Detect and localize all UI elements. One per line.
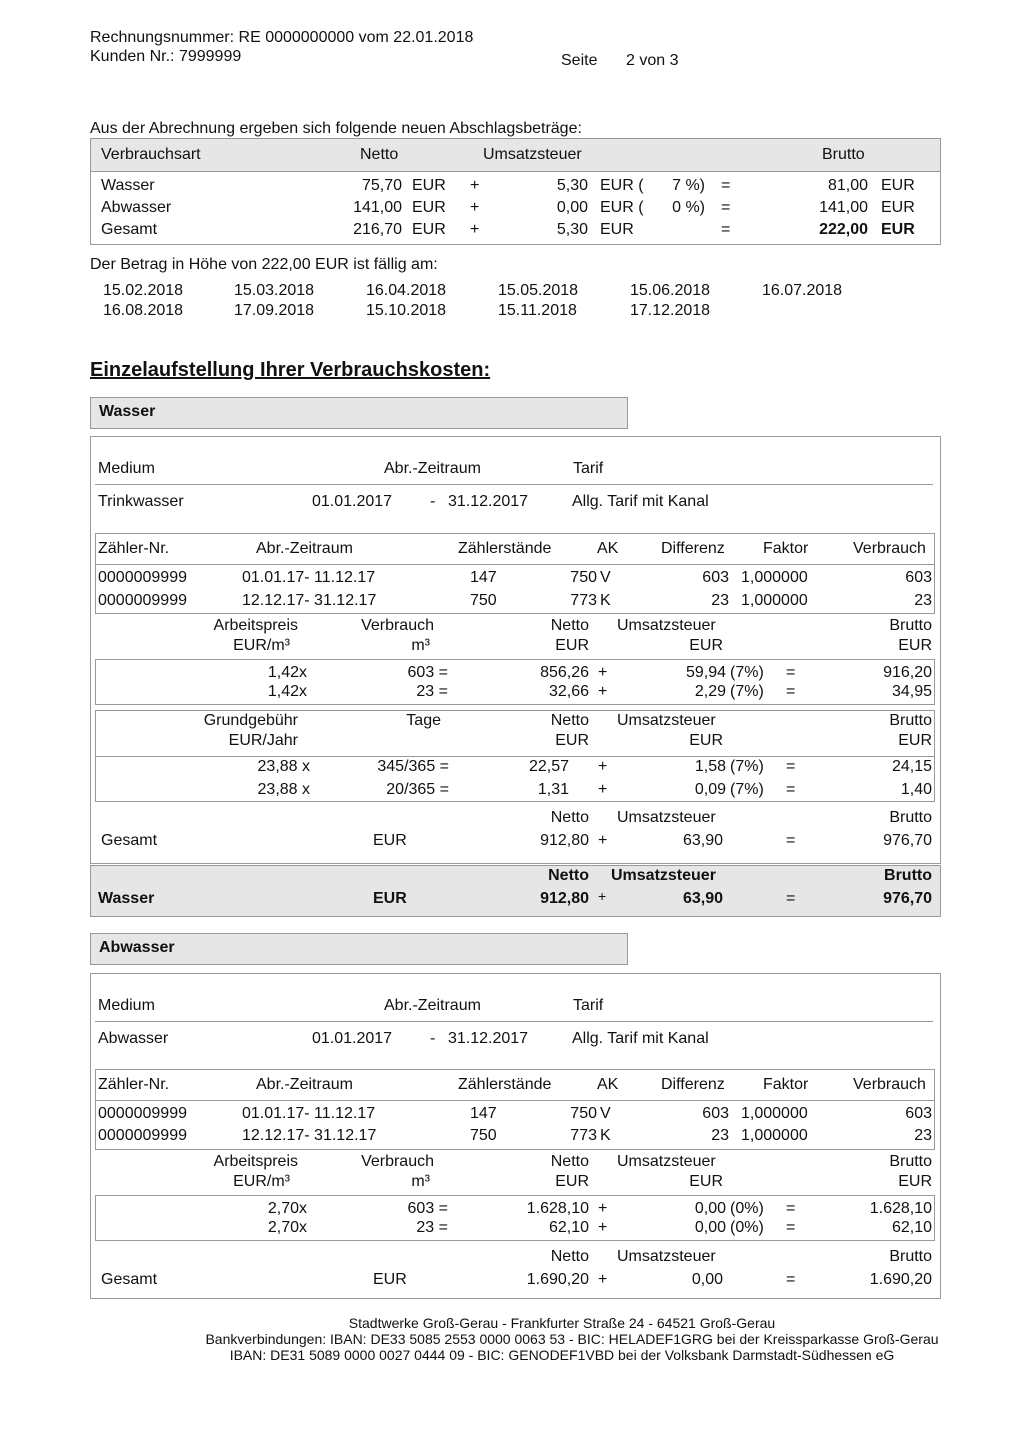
base-eq: = xyxy=(786,781,796,798)
meter-factor: 1,000000 xyxy=(741,569,808,586)
work-head-vat: Umsatzsteuer xyxy=(617,617,716,634)
row-net: 216,70 xyxy=(353,221,402,238)
tariff-head: Tarif xyxy=(573,997,604,1014)
meter-ak: V xyxy=(600,569,611,586)
total-eq: = xyxy=(786,1271,796,1288)
work-head-price-unit: EUR/m³ xyxy=(233,637,290,654)
work-plus: + xyxy=(598,683,608,700)
work-gross: 62,10 xyxy=(891,1219,932,1236)
row-type: Abwasser xyxy=(101,199,172,216)
grand-net: 912,80 xyxy=(540,890,589,907)
base-plus: + xyxy=(598,758,608,775)
meter-head-usage: Verbrauch xyxy=(853,1076,926,1093)
total-net: 1.690,20 xyxy=(526,1271,589,1288)
grand-eq: = xyxy=(786,890,796,907)
meter-reading-end: 773 xyxy=(570,1127,597,1144)
row-net: 141,00 xyxy=(353,199,402,216)
base-gross: 24,15 xyxy=(891,758,932,775)
base-head-price-unit: EUR/Jahr xyxy=(228,732,298,749)
work-price: 1,42x xyxy=(267,664,307,681)
grand-head-gross: Brutto xyxy=(884,867,932,884)
meter-head-readings: Zählerstände xyxy=(458,540,552,557)
grand-currency: EUR xyxy=(373,890,407,907)
meter-head-readings: Zählerstände xyxy=(458,1076,552,1093)
base-head-price: Grundgebühr xyxy=(203,712,298,729)
due-date: 16.04.2018 xyxy=(366,282,447,299)
base-head-gross-unit: EUR xyxy=(898,732,932,749)
work-vat: 0,00 xyxy=(694,1200,726,1217)
total-gross: 1.690,20 xyxy=(869,1271,932,1288)
footer-bank-1: Bankverbindungen: IBAN: DE33 5085 2553 0000 0063 53 - BIC: HELADEF1GRG bei der Kreissparkasse Groß-Gerau xyxy=(205,1331,939,1347)
base-head-net: Netto xyxy=(550,712,589,729)
meter-diff: 603 xyxy=(702,569,729,586)
row-pct: 7 %) xyxy=(672,177,705,194)
meter-ak: K xyxy=(600,1127,611,1144)
row-eq: = xyxy=(721,199,731,216)
period-dash: - xyxy=(430,1030,436,1047)
work-head-gross-unit: EUR xyxy=(898,637,932,654)
row-type: Wasser xyxy=(101,177,155,194)
work-head-gross: Brutto xyxy=(889,617,932,634)
row-cur: EUR xyxy=(412,199,446,216)
meter-reading-end: 750 xyxy=(570,1105,597,1122)
grand-head-vat: Umsatzsteuer xyxy=(611,867,716,884)
meter-reading-end: 773 xyxy=(570,592,597,609)
row-gross: 81,00 xyxy=(827,177,868,194)
invoice-number: Rechnungsnummer: RE 0000000000 vom 22.01.2018 xyxy=(90,29,474,46)
base-head-days: Tage xyxy=(406,712,441,729)
meter-head-factor: Faktor xyxy=(763,1076,809,1093)
base-net: 22,57 xyxy=(528,758,569,775)
work-pct: (0%) xyxy=(730,1219,764,1236)
due-date: 15.06.2018 xyxy=(630,282,711,299)
meter-period: 01.01.17- 11.12.17 xyxy=(242,1105,376,1122)
row-plus: + xyxy=(470,221,480,238)
meter-head-ak: AK xyxy=(597,540,619,557)
section-title: Abwasser xyxy=(99,939,175,956)
work-price: 2,70x xyxy=(267,1200,307,1217)
total-head-vat: Umsatzsteuer xyxy=(617,809,716,826)
base-price: 23,88 x xyxy=(257,758,310,775)
work-head-gross: Brutto xyxy=(889,1153,932,1170)
meter-reading-start: 147 xyxy=(470,569,497,586)
base-days: 345/365 = xyxy=(377,758,449,775)
row-cur: EUR ( xyxy=(600,199,644,216)
meter-usage: 23 xyxy=(914,1127,932,1144)
base-head-gross: Brutto xyxy=(889,712,932,729)
work-qty: 603 = xyxy=(407,664,448,681)
due-date: 15.02.2018 xyxy=(103,282,184,299)
row-cur: EUR ( xyxy=(600,177,644,194)
work-head-usage: Verbrauch xyxy=(361,1153,434,1170)
meter-head-usage: Verbrauch xyxy=(853,540,926,557)
row-net: 75,70 xyxy=(361,177,402,194)
summary-col-vat: Umsatzsteuer xyxy=(483,146,582,163)
row-vat: 5,30 xyxy=(556,221,588,238)
row-gross: 141,00 xyxy=(819,199,868,216)
row-type: Gesamt xyxy=(101,221,158,238)
meter-diff: 23 xyxy=(711,592,729,609)
meter-reading-start: 147 xyxy=(470,1105,497,1122)
divider xyxy=(95,1021,933,1022)
meter-reading-start: 750 xyxy=(470,592,497,609)
work-head-net-unit: EUR xyxy=(555,637,589,654)
divider xyxy=(95,564,935,565)
due-date: 17.12.2018 xyxy=(630,302,711,319)
due-text: Der Betrag in Höhe von 222,00 EUR ist fällig am: xyxy=(90,256,438,273)
row-pct: 0 %) xyxy=(672,199,705,216)
period-dash: - xyxy=(430,493,436,510)
work-vat: 59,94 xyxy=(685,664,726,681)
footer-address: Stadtwerke Groß-Gerau - Frankfurter Straße 24 - 64521 Groß-Gerau xyxy=(348,1315,776,1331)
detail-title: Einzelaufstellung Ihrer Verbrauchskosten: xyxy=(90,359,491,381)
meter-nr: 0000009999 xyxy=(98,592,187,609)
grand-head-net: Netto xyxy=(548,867,589,884)
work-net: 856,26 xyxy=(540,664,589,681)
row-cur: EUR xyxy=(412,221,446,238)
row-vat: 0,00 xyxy=(556,199,588,216)
medium-head: Medium xyxy=(98,460,155,477)
work-price: 1,42x xyxy=(267,683,307,700)
period-head: Abr.-Zeitraum xyxy=(384,997,481,1014)
due-date: 16.07.2018 xyxy=(762,282,843,299)
work-head-gross-unit: EUR xyxy=(898,1173,932,1190)
meter-nr: 0000009999 xyxy=(98,1127,187,1144)
divider xyxy=(95,1100,935,1101)
total-vat: 63,90 xyxy=(682,832,723,849)
total-head-gross: Brutto xyxy=(889,1248,932,1265)
summary-col-gross: Brutto xyxy=(822,146,865,163)
work-gross: 34,95 xyxy=(891,683,932,700)
total-head-net: Netto xyxy=(550,809,589,826)
meter-period: 12.12.17- 31.12.17 xyxy=(242,592,377,609)
due-date: 16.08.2018 xyxy=(103,302,184,319)
meter-head-ak: AK xyxy=(597,1076,619,1093)
medium-value: Abwasser xyxy=(98,1030,169,1047)
total-eq: = xyxy=(786,832,796,849)
work-head-vat-unit: EUR xyxy=(689,1173,723,1190)
page-label: Seite xyxy=(561,52,598,69)
total-plus: + xyxy=(598,832,608,849)
base-price: 23,88 x xyxy=(257,781,310,798)
meter-reading-start: 750 xyxy=(470,1127,497,1144)
tariff-head: Tarif xyxy=(573,460,604,477)
meter-factor: 1,000000 xyxy=(741,592,808,609)
row-plus: + xyxy=(470,177,480,194)
customer-number: Kunden Nr.: 7999999 xyxy=(90,48,242,65)
row-cur: EUR xyxy=(412,177,446,194)
work-pct: (7%) xyxy=(730,683,764,700)
total-currency: EUR xyxy=(373,832,407,849)
work-head-price: Arbeitspreis xyxy=(213,1153,298,1170)
row-cur: EUR xyxy=(600,221,634,238)
base-days: 20/365 = xyxy=(386,781,449,798)
total-net: 912,80 xyxy=(540,832,589,849)
work-head-net: Netto xyxy=(550,1153,589,1170)
total-head-vat: Umsatzsteuer xyxy=(617,1248,716,1265)
meter-usage: 603 xyxy=(905,1105,932,1122)
row-eq: = xyxy=(721,177,731,194)
row-eq: = xyxy=(721,221,731,238)
work-plus: + xyxy=(598,664,608,681)
row-gross: 222,00 xyxy=(819,221,868,238)
meter-nr: 0000009999 xyxy=(98,569,187,586)
work-net: 1.628,10 xyxy=(526,1200,589,1217)
meter-nr: 0000009999 xyxy=(98,1105,187,1122)
summary-intro: Aus der Abrechnung ergeben sich folgende neuen Abschlagsbeträge: xyxy=(90,120,582,137)
meter-head-diff: Differenz xyxy=(661,540,725,557)
meter-diff: 603 xyxy=(702,1105,729,1122)
work-eq: = xyxy=(786,1219,796,1236)
work-price: 2,70x xyxy=(267,1219,307,1236)
work-gross: 1.628,10 xyxy=(869,1200,932,1217)
work-net: 62,10 xyxy=(548,1219,589,1236)
grand-label: Wasser xyxy=(98,890,155,907)
work-gross: 916,20 xyxy=(883,664,932,681)
work-head-vat: Umsatzsteuer xyxy=(617,1153,716,1170)
total-head-net: Netto xyxy=(550,1248,589,1265)
meter-reading-end: 750 xyxy=(570,569,597,586)
base-head-net-unit: EUR xyxy=(555,732,589,749)
base-plus: + xyxy=(598,781,608,798)
total-plus: + xyxy=(598,1271,608,1288)
total-label: Gesamt xyxy=(101,832,158,849)
work-eq: = xyxy=(786,664,796,681)
total-label: Gesamt xyxy=(101,1271,158,1288)
base-net: 1,31 xyxy=(537,781,569,798)
base-vat: 0,09 xyxy=(694,781,726,798)
work-head-usage: Verbrauch xyxy=(361,617,434,634)
base-pct: (7%) xyxy=(730,758,764,775)
work-plus: + xyxy=(598,1219,608,1236)
work-qty: 23 = xyxy=(416,683,448,700)
tariff-value: Allg. Tarif mit Kanal xyxy=(572,493,709,510)
work-head-vat-unit: EUR xyxy=(689,637,723,654)
page-number: 2 von 3 xyxy=(626,52,679,69)
meter-head-nr: Zähler-Nr. xyxy=(98,540,170,557)
row-cur: EUR xyxy=(881,221,915,238)
meter-period: 12.12.17- 31.12.17 xyxy=(242,1127,377,1144)
period-to: 31.12.2017 xyxy=(448,1030,529,1047)
base-eq: = xyxy=(786,758,796,775)
work-eq: = xyxy=(786,1200,796,1217)
work-head-price-unit: EUR/m³ xyxy=(233,1173,290,1190)
work-net: 32,66 xyxy=(548,683,589,700)
total-head-gross: Brutto xyxy=(889,809,932,826)
work-vat: 2,29 xyxy=(694,683,726,700)
row-plus: + xyxy=(470,199,480,216)
medium-head: Medium xyxy=(98,997,155,1014)
work-qty: 603 = xyxy=(407,1200,448,1217)
work-vat: 0,00 xyxy=(694,1219,726,1236)
row-vat: 5,30 xyxy=(556,177,588,194)
due-date: 15.11.2018 xyxy=(498,302,577,319)
work-head-usage-unit: m³ xyxy=(411,1173,430,1190)
meter-usage: 23 xyxy=(914,592,932,609)
grand-plus: + xyxy=(598,888,607,904)
base-head-vat-unit: EUR xyxy=(689,732,723,749)
meter-factor: 1,000000 xyxy=(741,1127,808,1144)
meter-usage: 603 xyxy=(905,569,932,586)
meter-head-diff: Differenz xyxy=(661,1076,725,1093)
total-gross: 976,70 xyxy=(883,832,932,849)
work-qty: 23 = xyxy=(416,1219,448,1236)
footer-bank-2: IBAN: DE31 5089 0000 0027 0444 09 - BIC: GENODEF1VBD bei der Volksbank Darmstadt-Südhessen eG xyxy=(229,1347,895,1363)
work-pct: (7%) xyxy=(730,664,764,681)
section-title-box xyxy=(90,397,628,429)
summary-col-net: Netto xyxy=(360,146,399,163)
medium-value: Trinkwasser xyxy=(98,493,184,510)
work-head-usage-unit: m³ xyxy=(411,637,430,654)
base-head-vat: Umsatzsteuer xyxy=(617,712,716,729)
meter-head-factor: Faktor xyxy=(763,540,809,557)
section-title: Wasser xyxy=(99,403,156,420)
period-to: 31.12.2017 xyxy=(448,493,529,510)
meter-head-nr: Zähler-Nr. xyxy=(98,1076,170,1093)
due-date: 15.10.2018 xyxy=(366,302,447,319)
due-date: 15.03.2018 xyxy=(234,282,315,299)
base-gross: 1,40 xyxy=(900,781,932,798)
meter-period: 01.01.17- 11.12.17 xyxy=(242,569,376,586)
meter-ak: V xyxy=(600,1105,611,1122)
tariff-value: Allg. Tarif mit Kanal xyxy=(572,1030,709,1047)
period-head: Abr.-Zeitraum xyxy=(384,460,481,477)
work-pct: (0%) xyxy=(730,1200,764,1217)
work-head-net: Netto xyxy=(550,617,589,634)
work-eq: = xyxy=(786,683,796,700)
row-cur: EUR xyxy=(881,199,915,216)
meter-ak: K xyxy=(600,592,611,609)
work-head-price: Arbeitspreis xyxy=(213,617,298,634)
meter-head-period: Abr.-Zeitraum xyxy=(256,540,353,557)
row-cur: EUR xyxy=(881,177,915,194)
meter-diff: 23 xyxy=(711,1127,729,1144)
grand-gross: 976,70 xyxy=(883,890,932,907)
meter-factor: 1,000000 xyxy=(741,1105,808,1122)
base-vat: 1,58 xyxy=(694,758,726,775)
total-currency: EUR xyxy=(373,1271,407,1288)
due-date: 17.09.2018 xyxy=(234,302,315,319)
summary-col-type: Verbrauchsart xyxy=(101,146,201,163)
total-vat: 0,00 xyxy=(691,1271,723,1288)
work-head-net-unit: EUR xyxy=(555,1173,589,1190)
divider xyxy=(95,484,933,485)
work-plus: + xyxy=(598,1200,608,1217)
period-from: 01.01.2017 xyxy=(312,1030,393,1047)
due-date: 15.05.2018 xyxy=(498,282,579,299)
period-from: 01.01.2017 xyxy=(312,493,393,510)
grand-vat: 63,90 xyxy=(682,890,723,907)
meter-head-period: Abr.-Zeitraum xyxy=(256,1076,353,1093)
base-pct: (7%) xyxy=(730,781,764,798)
divider xyxy=(95,756,935,757)
